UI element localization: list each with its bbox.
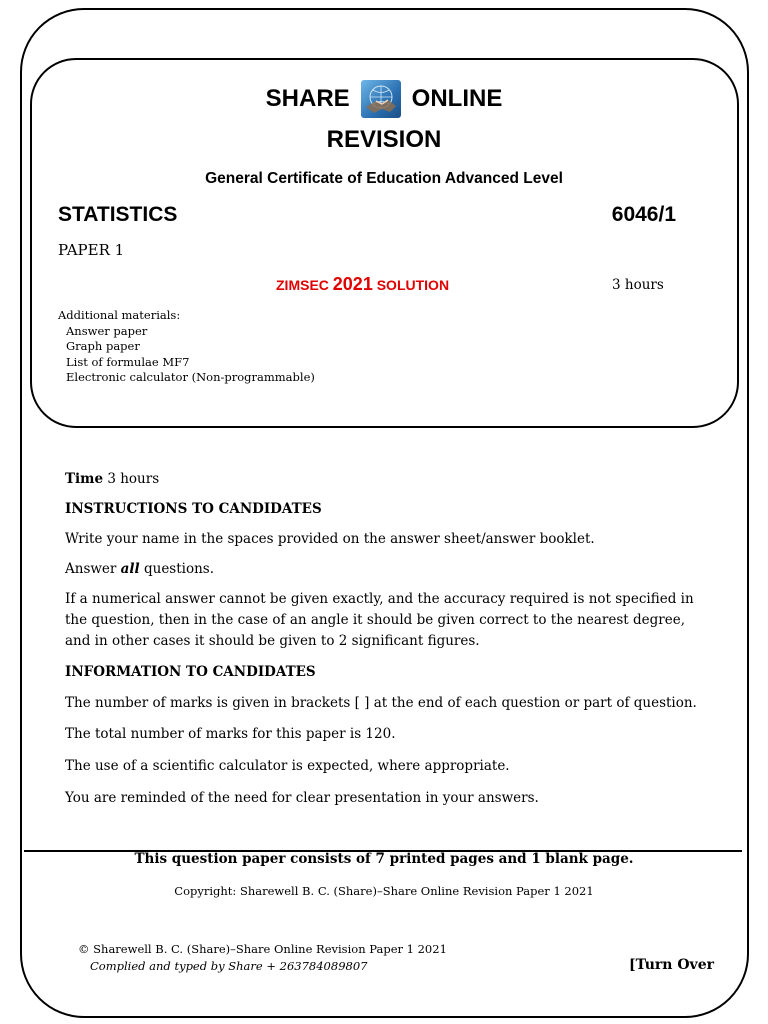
- materials-item: List of formulae MF7: [66, 354, 190, 369]
- materials-item: Graph paper: [66, 339, 140, 353]
- footer-compiled-text: Complied and typed by Share + 263784089807: [90, 959, 368, 973]
- printed-pages-note: This question paper consists of 7 printed pages and 1 blank page.: [134, 851, 634, 867]
- instruction-answer-all: [65, 559, 705, 580]
- subject-title: STATISTICS: [58, 203, 178, 226]
- exam-year: 2021: [332, 274, 373, 294]
- share-logo-icon: [360, 79, 402, 119]
- turn-over-label: [Turn Over: [629, 957, 714, 973]
- brand-left: SHARE: [265, 85, 350, 112]
- info-presentation: You are reminded of the need for clear presentation in your answers.: [65, 790, 539, 806]
- exam-suffix: SOLUTION: [376, 277, 450, 293]
- paper-code: 6046/1: [611, 203, 676, 226]
- exam-solution-label: [276, 274, 449, 295]
- information-heading: INFORMATION TO CANDIDATES: [65, 664, 316, 680]
- instruction-answer-emphasis: all: [120, 561, 140, 577]
- exam-prefix: ZIMSEC: [276, 277, 329, 293]
- materials-item: Electronic calculator (Non-programmable): [66, 370, 315, 384]
- paper-number: PAPER 1: [58, 241, 125, 259]
- footer-copyright: [78, 941, 447, 975]
- materials-title: Additional materials:: [58, 308, 181, 322]
- duration-label: 3 hours: [612, 277, 664, 293]
- brand-right: ONLINE: [411, 85, 503, 112]
- info-marks-brackets: The number of marks is given in brackets [ ] at the end of each question or part of question.: [65, 695, 697, 711]
- time-label: Time: [65, 471, 104, 487]
- brand-subtitle: REVISION: [326, 126, 442, 153]
- additional-materials: [58, 308, 315, 386]
- instructions-heading: INSTRUCTIONS TO CANDIDATES: [65, 501, 322, 517]
- info-calculator: The use of a scientific calculator is expected, where appropriate.: [65, 758, 510, 774]
- time-value: 3 hours: [107, 471, 160, 487]
- instruction-accuracy: If a numerical answer cannot be given exactly, and the accuracy required is not specified in the question, then in the case of an angle it should be given correct to the nearest degree, and in other cases it should be given to 2 significant figures.: [65, 591, 694, 649]
- materials-item: Answer paper: [66, 323, 148, 338]
- certificate-title: General Certificate of Education Advanced Level: [205, 170, 563, 187]
- instruction-answer-pre: Answer: [65, 561, 117, 577]
- instruction-name: Write your name in the spaces provided on the answer sheet/answer booklet.: [65, 531, 595, 547]
- footer-copyright-text: © Sharewell B. C. (Share)–Share Online Revision Paper 1 2021: [78, 942, 447, 956]
- brand-line: [0, 82, 768, 116]
- copyright-line: Copyright: Sharewell B. C. (Share)–Share Online Revision Paper 1 2021: [174, 884, 594, 898]
- time-line: [65, 469, 705, 490]
- info-total-marks: The total number of marks for this paper is 120.: [65, 726, 396, 742]
- instruction-answer-post: questions.: [143, 561, 215, 577]
